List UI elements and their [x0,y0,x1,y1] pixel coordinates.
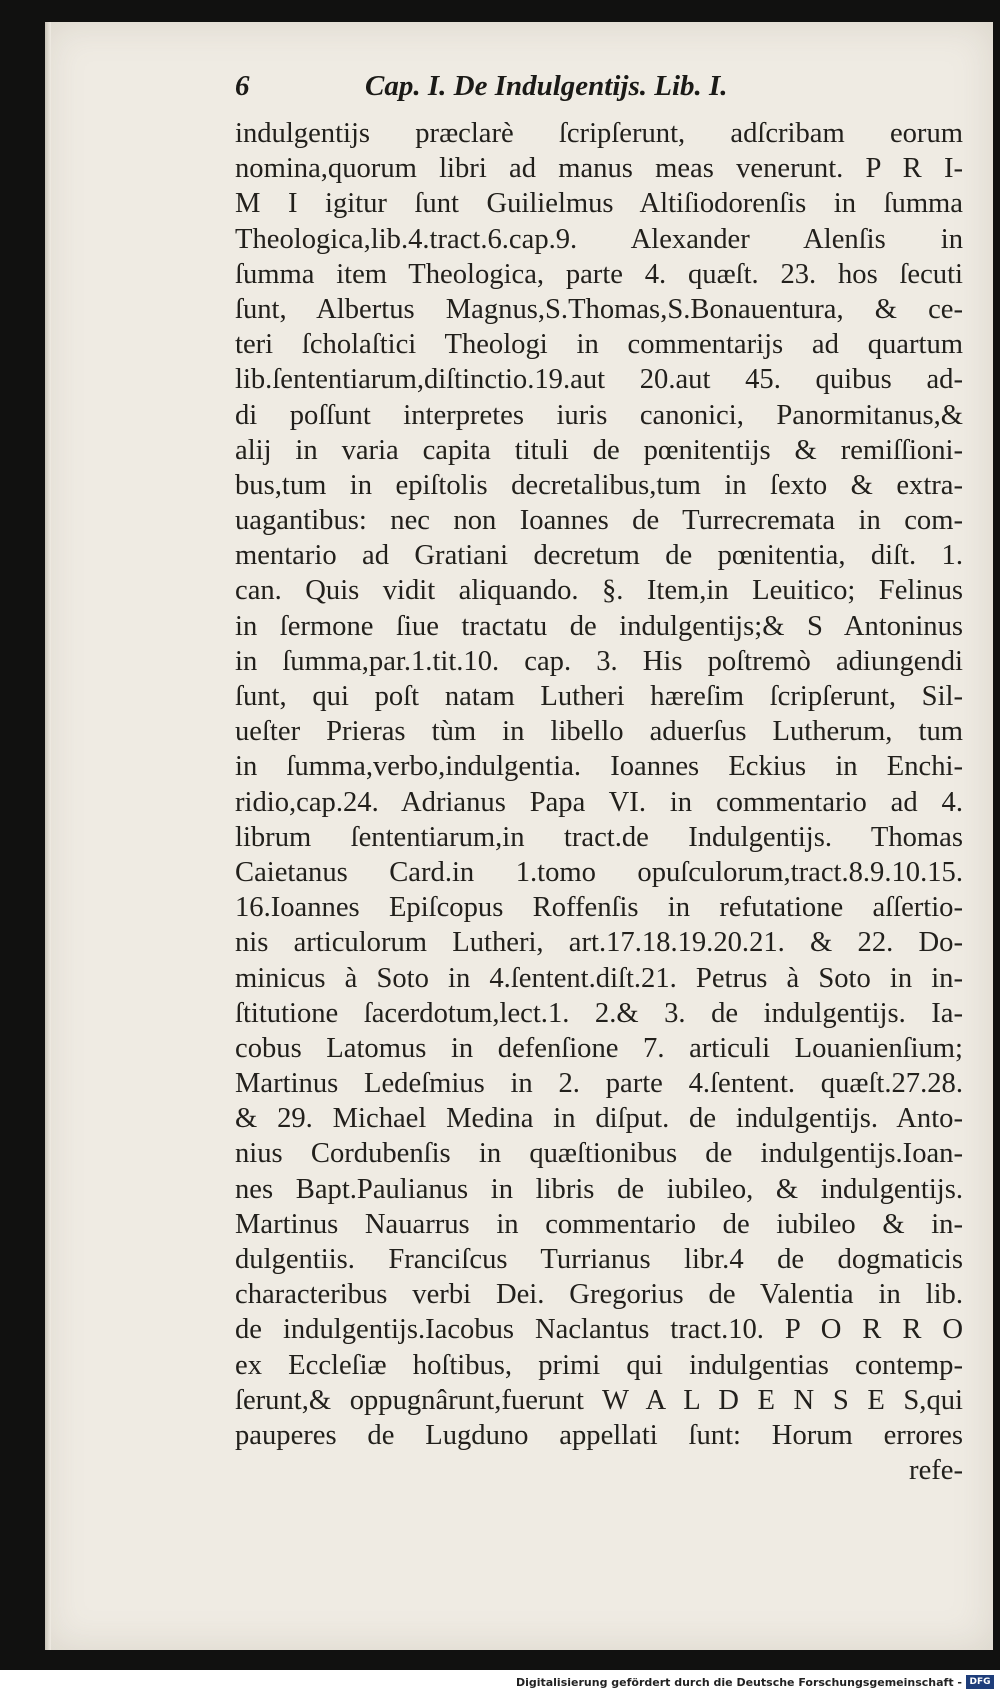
text-line: M I igitur ſunt Guilielmus Altiſiodorenſis in ſumma [235,188,963,220]
catchword: refe- [909,1455,963,1487]
text-line: Martinus Ledeſmius in 2. parte 4.ſentent. quæſt.27.28. [235,1068,963,1100]
text-line: can. Quis vidit aliquando. §. Item,in Leuitico; Felinus [235,575,963,607]
text-line: in ſumma,par.1.tit.10. cap. 3. His poſtremò adiungendi [235,645,963,677]
text-line: minicus à Soto in 4.ſentent.diſt.21. Petrus à Soto in in- [235,962,963,994]
text-line: ex Eccleſiæ hoſtibus, primi qui indulgentias contemp- [235,1349,963,1381]
text-line: lib.ſententiarum,diſtinctio.19.aut 20.aut 45. quibus ad- [235,364,963,396]
text-line: teri ſcholaſtici Theologi in commentarijs ad quartum [235,329,963,361]
text-line: di poſſunt interpretes iuris canonici, Panormitanus,& [235,399,963,431]
text-line: dulgentiis. Franciſcus Turrianus libr.4 de dogmaticis [235,1244,963,1275]
text-line: ſerunt,& oppugnârunt,fuerunt W A L D E N S E S,qui [235,1384,963,1416]
text-line: de indulgentijs.Iacobus Naclantus tract.10. P O R R O [235,1314,963,1346]
text-line: ſunt, Albertus Magnus,S.Thomas,S.Bonauentura, & ce- [235,293,963,325]
text-line: pauperes de Lugduno appellati ſunt: Horum errores [235,1419,963,1451]
text-line: Caietanus Card.in 1.tomo opuſculorum,tract.8.9.10.15. [235,856,963,888]
body-text [235,116,963,1488]
text-line: nomina,quorum libri ad manus meas venerunt. P R I- [235,153,963,185]
text-line: nis articulorum Lutheri, art.17.18.19.20.21. & 22. Do- [235,927,963,959]
running-header [235,70,825,110]
text-line: uagantibus: nec non Ioannes de Turrecremata in com- [235,505,963,537]
running-title: Cap. I. De Indulgentijs. Lib. I. [365,70,728,102]
text-line: 16.Ioannes Epiſcopus Roffenſis in refutatione aſſertio- [235,892,963,924]
text-line: alij in varia capita tituli de pœnitentijs & remiſſioni- [235,434,963,466]
text-line: Theologica,lib.4.tract.6.cap.9. Alexander Alenſis in [235,223,963,255]
text-line: ſumma item Theologica, parte 4. quæſt. 23. hos ſecuti [235,258,963,290]
text-line: in ſumma,verbo,indulgentia. Ioannes Eckius in Enchi- [235,751,963,783]
text-line: librum ſententiarum,in tract.de Indulgentijs. Thomas [235,821,963,853]
text-line: ſunt, qui poſt natam Lutheri hæreſim ſcripſerunt, Sil- [235,681,963,712]
text-line: indulgentijs præclarè ſcripſerunt, adſcribam eorum [235,118,963,149]
text-line: mentario ad Gratiani decretum de pœnitentia, diſt. 1. [235,540,963,572]
text-line: cobus Latomus in defenſione 7. articuli Louanienſium; [235,1032,963,1064]
dfg-logo: DFG [966,1675,994,1689]
text-line: bus,tum in epiſtolis decretalibus,tum in ſexto & extra- [235,469,963,501]
text-line: nes Bapt.Paulianus in libris de iubileo, & indulgentijs. [235,1173,963,1205]
text-line: Martinus Nauarrus in commentario de iubileo & in- [235,1208,963,1240]
funding-credit: Digitalisierung gefördert durch die Deutsche Forschungsgemeinschaft - [515,1676,962,1689]
text-line: ueſter Prieras tùm in libello aduerſus Lutherum, tum [235,716,963,748]
text-line: ridio,cap.24. Adrianus Papa VI. in commentario ad 4. [235,786,963,818]
page-gutter-edge [45,22,51,1650]
text-line: characteribus verbi Dei. Gregorius de Valentia in lib. [235,1279,963,1311]
text-line: & 29. Michael Medina in diſput. de indulgentijs. Anto- [235,1103,963,1135]
page-number: 6 [235,70,250,102]
text-line: in ſermone ſiue tractatu de indulgentijs;& S Antoninus [235,610,963,642]
text-line: nius Cordubenſis in quæſtionibus de indulgentijs.Ioan- [235,1138,963,1170]
text-line: ſtitutione ſacerdotum,lect.1. 2.& 3. de indulgentijs. Ia- [235,997,963,1029]
